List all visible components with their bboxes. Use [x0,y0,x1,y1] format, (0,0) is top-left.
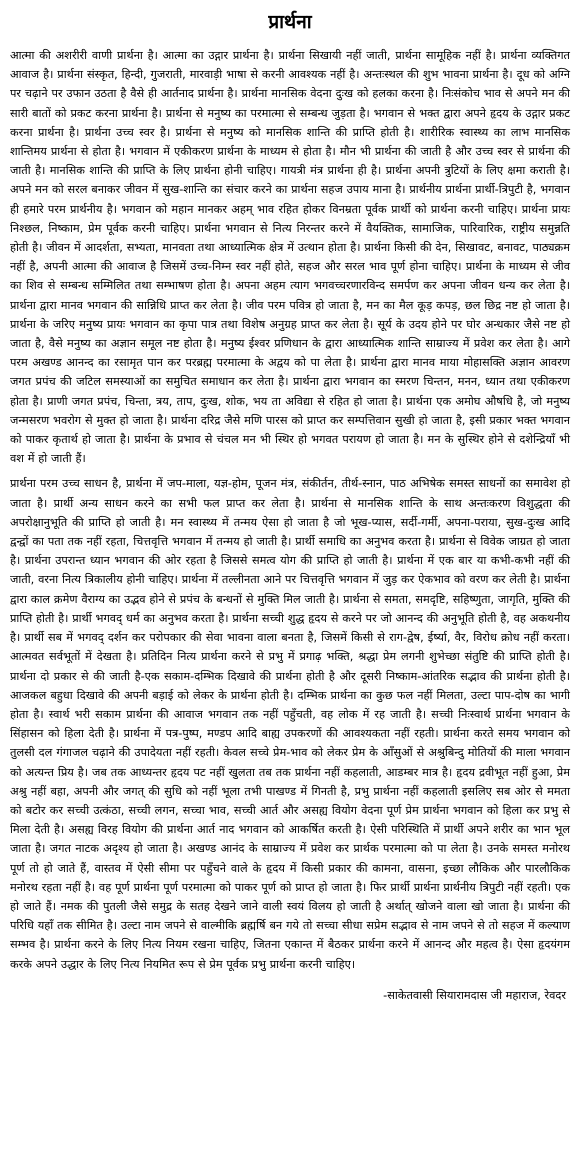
paragraph-2: प्रार्थना परम उच्च साधन है, प्रार्थना में जप-माला, यज्ञ-होम, पूजन मंत्र, संकीर्तन, तीर्थ-स्नान, पाठ अभिषेक समस्त साधनों का समावेश हो जाता है। प्रार्थी अन्य साधन करने का सभी फल प्राप्त कर लेता है। प्रार्थना से मानसिक शान्ति के साथ अन्तःकरण विशुद्धता की अपरोक्षानुभूति की प्राप्ति हो जाती है। मन स्वास्थ्य में तन्मय ऐसा हो जाता है जो भूख-प्यास, सर्दी-गर्मी, अपना-पराया, सुख-दुःख आदि द्वन्द्वों का पता तक नहीं रहता, चित्तवृत्ति भगवान में तन्मय हो जाती है। प्रार्थी समाधि का अनुभव करता है। प्रार्थना से विवेक जाग्रत हो जाता है। प्रार्थना उपरान्त ध्यान भगवान की ओर रहता है जिससे समत्व योग की प्राप्ति हो जाती है। प्रार्थना में एक बार या कभी-कभी नहीं की जाती, वरना नित्य त्रिकालीय होनी चाहिए। प्रार्थना में तल्लीनता आने पर चित्तवृत्ति भगवान में जुड़ कर ऐकभाव को वरण कर लेती है। प्रार्थना द्वारा काल क्रमेण वैराग्य का उद्भव होने से प्रपंच के बन्धनों से मुक्ति मिल जाती है। प्रार्थना से समता, समदृष्टि, सहिष्णुता, जागृति, मुक्ति की प्राप्ति होती है। प्रार्थी भगवद् धर्म का अनुभव करता है। प्रार्थना सच्ची शुद्ध हृदय से करने पर जो आनन्द की अनुभूति होती है, वह अकथनीय है। प्रार्थी सब में भगवद् दर्शन कर परोपकार की सेवा भावना वाला बनता है, जिसमें किसी से राग-द्वेष, ईर्ष्या, वैर, विरोध क्रोध नहीं करता। आत्मवत सर्वभूतों में देखता है। प्रतिदिन नित्य प्रार्थना करने से प्रभु में प्रगाढ़ भक्ति, श्रद्धा प्रेम लगनी शुभेच्छा संतुष्टि की प्राप्ति होती है। प्रार्थना दो प्रकार से की जाती है-एक सकाम-दम्भिक दिखावे की प्रार्थना होती है और दूसरी निष्काम-आंतरिक सद्भाव की प्रार्थना होती है। आजकल बहुधा दिखावे की अपनी बड़ाई को लेकर के प्रार्थना होती है। दम्भिक प्रार्थना का कुछ फल नहीं मिलता, उल्टा पाप-दोष का भागी होता है। स्वार्थ भरी सकाम प्रार्थना की आवाज भगवान तक नहीं पहुँचती, वह लोक में रह जाती है। सच्ची निःस्वार्थ प्रार्थना भगवान के सिंहासन को हिला देती है। प्रार्थना में पत्र-पुष्प, मण्डप आदि बाह्य उपकरणों की आवश्यकता नहीं रहती। प्रार्थना करते समय भगवान को तुलसी दल गंगाजल चढ़ाने की उपादेयता नहीं रहती। केवल सच्चे प्रेम-भाव को लेकर प्रेम के आँसुओं से अश्रुबिन्दु मोतियों की माला भगवान को अत्यन्त प्रिय है। जब तक आध्यन्तर हृदय पट नहीं खुलता तब तक प्रार्थना नहीं कहलाती, आडम्बर मात्र है। हृदय द्रवीभूत नहीं हुआ, प्रेम अश्रु नहीं बहा, अपनी और जगत् की सुधि को नहीं भूला तभी पाखण्ड में गिनती है, प्रभु प्रार्थना नहीं कहलाती इसलिए सब ओर से ममता को बटोर कर सच्ची उत्कंठा, सच्ची लगन, सच्चा भाव, सच्ची आर्त और असह्य वियोग वेदना पूर्ण प्रेम प्रार्थना भगवान को हिला कर प्रभु से मिला देती है। असह्य विरह वियोग की प्रार्थना आर्त नाद भगवान को आकर्षित करती है। ऐसी परिस्थिति में प्रार्थी अपने शरीर का भान भूल जाता है। जगत नाटक अदृश्य हो जाता है। अखण्ड आनंद के साम्राज्य में प्रवेश कर प्रार्थक परमात्मा को पा लेता है। उनके समस्त मनोरथ पूर्ण तो हो जाते हैं, वास्तव में ऐसी सीमा पर पहुँचने वाले के हृदय में किसी प्रकार की कामना, वासना, इच्छा लौकिक और पारलौकिक मनोरथ रहता नहीं है। वह पूर्ण प्रार्थना पूर्ण परमात्मा को पाकर पूर्ण को प्राप्त हो जाता है। फिर प्रार्थी प्रार्थना प्रार्थनीय त्रिपुटी नहीं रहती। एक हो जाते हैं। नमक की पुतली जैसे समुद्र के सतह देखने जाने वाली स्वयं विलय हो जाती है अर्थात् खोजने वाला खो जाता है। प्रार्थना की परिधि यहाँ तक सीमित है। उल्टा नाम जपने से वाल्मीकि ब्रह्मर्षि बन गये तो सच्चा सीधा सप्रेम सद्भाव से नाम जपने से तो सहज में कल्याण सम्भव है। प्रार्थना करने के लिए नित्य नियम रखना चाहिए, जितना एकान्त में बैठकर प्रार्थना करने में आनन्द और महत्व है। ऐसा हृदयंगम करके अपने उद्धार के लिए नित्य नियमित रूप से प्रेम पूर्वक प्रभु प्रार्थना करनी चाहिए। [10,477,570,971]
author-signature: -साकेतवासी सियारामदास जी महाराज, रेवदर [383,988,566,1002]
paragraph-1: आत्मा की अशरीरी वाणी प्रार्थना है। आत्मा का उद्गार प्रार्थना है। प्रार्थना सिखायी नहीं जाती, प्रार्थना सामूहिक नहीं है। प्रार्थना व्यक्तिगत आवाज है। प्रार्थना संस्कृत, हिन्दी, गुजराती, मारवाड़ी भाषा से करनी आवश्यक नहीं है। अन्तःस्थल की शुभ भावना प्रार्थना है। दूध को अग्नि पर चढ़ाने पर उफान उठता है वैसे ही आर्तनाद प्रार्थना है। प्रार्थना मानसिक वेदना दुःख को हलका करना है। निःसंकोच भाव से अपने मन की सारी बातों को प्रकट करना प्रार्थना है। प्रार्थना से मनुष्य का परमात्मा से सम्बन्ध जुड़ता है। भगवान से भक्त द्वारा अपने हृदय के उद्गार प्रकट करना प्रार्थना है। प्रार्थना उच्च स्वर है। प्रार्थना से मनुष्य को मानसिक शान्ति की प्राप्ति होती है। शारीरिक स्वास्थ्य का लाभ मानसिक शान्तिमय प्रार्थना से होता है। भगवान में एकीकरण प्रार्थना के माध्यम से होता है। मौन भी प्रार्थना की जाती है और उच्च स्वर से प्रार्थना की जाती है। मानसिक शान्ति की प्राप्ति के लिए प्रार्थना होनी चाहिए। गायत्री मंत्र प्रार्थना ही है। प्रार्थना अपनी त्रुटियों के लिए क्षमा कराती है। अपने मन को सरल बनाकर जीवन में सुख-शान्ति का संचार करने का प्रार्थना सहज उपाय माना है। प्रार्थनीय प्रार्थना प्रार्थी-त्रिपुटी है, भगवान ही हमारे परम प्रार्थनीय है। भगवान को महान मानकर अहम् भाव रहित होकर विनम्रता पूर्वक प्रार्थी को प्रार्थना करनी चाहिए। प्रार्थना प्रायः निश्छल, निष्काम, प्रेम पूर्वक करनी चाहिए। प्रार्थना भगवान से नित्य निरन्तर करने में वैयक्तिक, सामाजिक, पारिवारिक, राष्ट्रीय समुन्नति होती है। जीवन में आदर्शता, सभ्यता, मानवता तथा आध्यात्मिक क्षेत्र में उत्थान होता है। प्रार्थना किसी की देन, सिखावट, बनावट, पाठ्यक्रम नहीं है, अपनी आत्मा की आवाज है जिसमें उच्च-निम्न स्वर नहीं होते, सहज और सरल भाव पूर्ण होना चाहिए। प्रार्थना के माध्यम से जीव का शिव से सम्बन्ध सम्मिलित तथा सम्भाषण होता है। अपना अहम त्याग भगवच्चरणारविन्द समर्पण कर अपना जीवन धन्य कर लेता है। प्रार्थना द्वारा मानव भगवान की सान्निधि प्राप्त कर लेता है। जीव परम पवित्र हो जाता है, मन का मैल कूड़ कपड़, छल छिद्र नष्ट हो जाता है। प्रार्थना के जरिए मनुष्य प्रायः भगवान का कृपा पात्र तथा विशेष अनुग्रह प्राप्त कर लेता है। सूर्य के उदय होने पर घोर अन्धकार जैसे नष्ट हो जाता है, वैसे मनुष्य का अज्ञान समूल नष्ट होता है। मनुष्य ईश्वर प्रणिधान के द्वारा आध्यात्मिक शान्ति साम्राज्य में प्रवेश कर लेता है। आगे परम अखण्ड आनन्द का रसामृत पान कर परब्रह्म परमात्मा के अद्वय को पा लेता है। प्रार्थना द्वारा मानव माया मोहासक्ति अज्ञान आवरण जगत प्रपंच की जटिल समस्याओं का समुचित समाधान कर लेता है। प्रार्थना द्वारा भगवान का स्मरण चिन्तन, मनन, ध्यान तथा एकीकरण होता है। प्राणी जगत प्रपंच, चिन्ता, त्रय, ताप, दुःख, शोक, भय ता अविद्या से रहित हो जाता है। प्रार्थना एक अमोघ औषधि है, जो मनुष्य जन्मसरण भवरोग से मुक्त हो जाता है। प्रार्थना दरिद्र जैसे मणि पारस को प्राप्त कर सम्पत्तिवान सुखी हो जाता है, इसी प्रकार भक्त भगवान को पाकर कृतार्थ हो जाता है। प्रार्थना के प्रभाव से चंचल मन भी स्थिर हो भगवत परायण हो जाता है। मन के सुस्थिर होने से दशेन्द्रियाँ भी वश में हो जाती हैं। [10,49,570,466]
page-title: प्रार्थना [268,11,312,33]
